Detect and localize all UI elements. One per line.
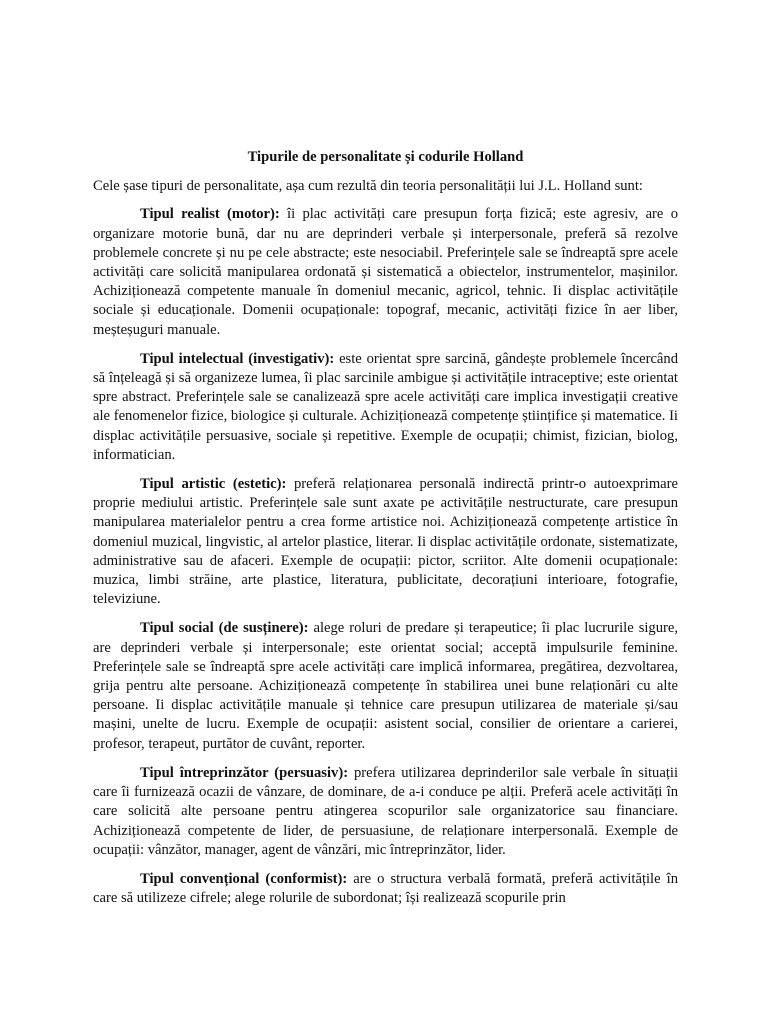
section-body: are o structura verbală formată, preferă activitățile în care să utilizeze cifrele; alege rolurile de subordonat; își realizează scopurile prin bbox=[93, 870, 678, 907]
section-body: este orientat spre sarcină, gândește problemele încercând să înțeleagă și să organizeze lumea, îi plac sarcinile ambigue și activitățile intraceptive; este orientat spre abstract. Preferințele sale se canalizează spre acele activități care implica investigații creative ale fenomenelor fizice, biologice și culturale. Achiziționează competențe științifice și matematice. Ii displac activitățile persuasive, sociale și repetitive. Exemple de ocupații; chimist, fizician, biolog, informatician. bbox=[93, 350, 679, 463]
section-body: preferă relaționarea personală indirectă printr-o autoexprimare proprie mediului artistic. Preferințele sale sunt axate pe activitățile nestructurate, care presupun manipularea materialelor pentru a crea forme artistice noi. Achiziționează competențe artistice în domeniul muzical, lingvistic, al artelor plastice, literar. Ii displac activitățile ordonate, sistematizate, administrative sau de afaceri. Exemple de ocupații: pictor, scriitor. Alte domenii ocupaționale: muzica, limbi străine, arte plastice, literatura, publicitate, decorațiuni interioare, fotografie, televiziune. bbox=[93, 476, 678, 608]
section-body: prefera utilizarea deprinderilor sale verbale în situații care îi furnizează ocazii de vânzare, de dominare, de a-i conduce pe alții. Preferă acele activități în care solicită alte persoane pentru atingerea scopurilor sale organizatorice sau financiare. Achiziționează competente de lider, de persuasiune, de relaționare interpersonală. Exemple de ocupații: vânzător, manager, agent de vânzări, mic întreprinzător, lider. bbox=[93, 764, 678, 858]
intro-paragraph: Cele șase tipuri de personalitate, așa cum rezultă din teoria personalității lui J.L. Holland sunt: bbox=[93, 178, 643, 195]
section-heading: Tipul convențional (conformist): bbox=[140, 870, 348, 887]
section-artistic bbox=[93, 475, 678, 609]
section-heading: Tipul social (de susținere): bbox=[140, 620, 309, 637]
section-conventional bbox=[93, 870, 678, 908]
section-body: îi plac activități care presupun forța fizică; este agresiv, are o organizare motorie bună, dar nu are deprinderi verbale și interpersonale, preferă să rezolve problemele concrete și nu pe cele abstracte; este nesociabil. Preferințele sale se îndreaptă spre acele activități care solicită manipularea ordonată și sistematică a obiectelor, instrumentelor, mașinilor. Achiziționează competente manuale în domeniul mecanic, agricol, tehnic. Ii displac activitățile sociale și educaționale. Domenii ocupaționale: topograf, mecanic, activități fizice în aer liber, meșteșuguri manuale. bbox=[93, 206, 678, 338]
section-social bbox=[93, 619, 678, 753]
section-body: alege roluri de predare și terapeutice; îi plac lucrurile sigure, are deprinderi verbale și interpersonale; este orientat social; acceptă impulsurile feminine. Preferințele sale se îndreaptă spre acele activități care implică informarea, pregătirea, dezvoltarea, grija pentru alte persoane. Achiziționează competențe în stabilirea unei bune relaționări cu alte persoane. Ii displac activitățile manuale și tehnice care presupun utilizarea de materiale și/sau mașini, unelte de lucru. Exemple de ocupații: asistent social, consilier de orientare a carierei, profesor, terapeut, purtător de cuvânt, reporter. bbox=[93, 620, 679, 752]
document-page bbox=[93, 148, 678, 918]
section-heading: Tipul întreprinzător (persuasiv): bbox=[140, 764, 349, 781]
section-intreprinzator bbox=[93, 764, 678, 860]
section-heading: Tipul realist (motor): bbox=[140, 206, 280, 223]
section-heading: Tipul artistic (estetic): bbox=[140, 476, 287, 493]
section-heading: Tipul intelectual (investigativ): bbox=[140, 350, 335, 367]
section-realist bbox=[93, 205, 678, 339]
page-title: Tipurile de personalitate și codurile Holland bbox=[247, 149, 524, 165]
section-intelectual bbox=[93, 350, 678, 465]
